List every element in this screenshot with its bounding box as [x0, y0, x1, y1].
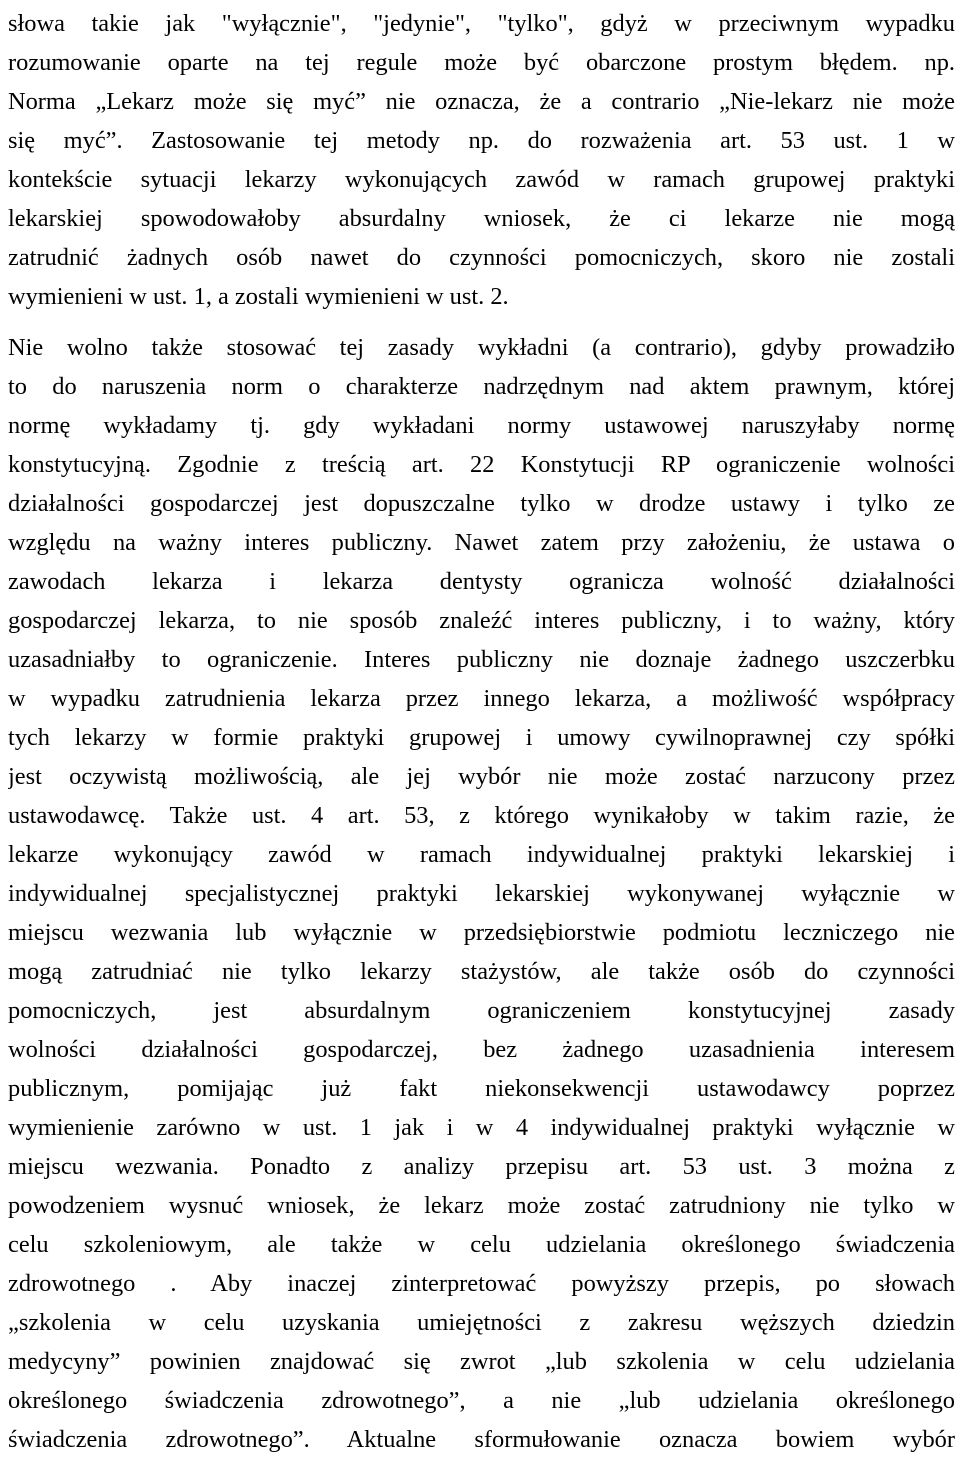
- text-line: mogą zatrudniać nie tylko lekarzy stażystów, ale także osób do czynności: [8, 958, 955, 985]
- text-line: publicznym, pomijając już fakt niekonsekwencji ustawodawcy poprzez: [8, 1075, 955, 1102]
- text-line: Nie wolno także stosować tej zasady wykładni (a contrario), gdyby prowadziło: [8, 334, 955, 361]
- paragraph-1: [8, 4, 955, 316]
- text-line: słowa takie jak "wyłącznie", "jedynie", "tylko", gdyż w przeciwnym wypadku: [8, 10, 955, 37]
- text-line: medycyny” powinien znajdować się zwrot „lub szkolenia w celu udzielania: [8, 1348, 955, 1375]
- text-line: miejscu wezwania lub wyłącznie w przedsiębiorstwie podmiotu leczniczego nie: [8, 919, 955, 946]
- text-line: „szkolenia w celu uzyskania umiejętności z zakresu węższych dziedzin: [8, 1309, 955, 1336]
- text-line: jest oczywistą możliwością, ale jej wybór nie może zostać narzucony przez: [8, 763, 955, 790]
- text-line: celu szkoleniowym, ale także w celu udzielania określonego świadczenia: [8, 1231, 955, 1258]
- text-line: działalności gospodarczej jest dopuszczalne tylko w drodze ustawy i tylko ze: [8, 490, 955, 517]
- text-line: wymienienie zarówno w ust. 1 jak i w 4 indywidualnej praktyki wyłącznie w: [8, 1114, 955, 1141]
- text-line: się myć”. Zastosowanie tej metody np. do rozważenia art. 53 ust. 1 w: [8, 127, 955, 154]
- text-line: Norma „Lekarz może się myć” nie oznacza, że a contrario „Nie-lekarz nie może: [8, 88, 955, 115]
- text-line: to do naruszenia norm o charakterze nadrzędnym nad aktem prawnym, której: [8, 373, 955, 400]
- text-line: wymienieni w ust. 1, a zostali wymienieni w ust. 2.: [8, 283, 509, 310]
- text-line: lekarskiej spowodowałoby absurdalny wniosek, że ci lekarze nie mogą: [8, 205, 955, 232]
- text-line: zatrudnić żadnych osób nawet do czynności pomocniczych, skoro nie zostali: [8, 244, 955, 271]
- text-line: zdrowotnego . Aby inaczej zinterpretować powyższy przepis, po słowach: [8, 1270, 955, 1297]
- text-line: rozumowanie oparte na tej regule może być obarczone prostym błędem. np.: [8, 49, 955, 76]
- text-line: zawodach lekarza i lekarza dentysty ogranicza wolność działalności: [8, 568, 955, 595]
- text-line: lekarze wykonujący zawód w ramach indywidualnej praktyki lekarskiej i: [8, 841, 955, 868]
- text-line: względu na ważny interes publiczny. Nawet zatem przy założeniu, że ustawa o: [8, 529, 955, 556]
- text-line: gospodarczej lekarza, to nie sposób znaleźć interes publiczny, i to ważny, który: [8, 607, 955, 634]
- text-line: miejscu wezwania. Ponadto z analizy przepisu art. 53 ust. 3 można z: [8, 1153, 955, 1180]
- text-line: normę wykładamy tj. gdy wykładani normy ustawowej naruszyłaby normę: [8, 412, 955, 439]
- text-line: powodzeniem wysnuć wniosek, że lekarz może zostać zatrudniony nie tylko w: [8, 1192, 955, 1219]
- text-line: ustawodawcę. Także ust. 4 art. 53, z którego wynikałoby w takim razie, że: [8, 802, 955, 829]
- text-line: świadczenia zdrowotnego”. Aktualne sformułowanie oznacza bowiem wybór: [8, 1426, 955, 1453]
- text-line: w wypadku zatrudnienia lekarza przez innego lekarza, a możliwość współpracy: [8, 685, 955, 712]
- paragraph-gap: [8, 316, 955, 328]
- text-line: kontekście sytuacji lekarzy wykonujących zawód w ramach grupowej praktyki: [8, 166, 955, 193]
- paragraph-2: [8, 328, 955, 1459]
- text-line: konstytucyjną. Zgodnie z treścią art. 22 Konstytucji RP ograniczenie wolności: [8, 451, 955, 478]
- text-line: pomocniczych, jest absurdalnym ograniczeniem konstytucyjnej zasady: [8, 997, 955, 1024]
- text-line: tych lekarzy w formie praktyki grupowej i umowy cywilnoprawnej czy spółki: [8, 724, 955, 751]
- text-line: wolności działalności gospodarczej, bez żadnego uzasadnienia interesem: [8, 1036, 955, 1063]
- text-line: określonego świadczenia zdrowotnego”, a nie „lub udzielania określonego: [8, 1387, 955, 1414]
- text-line: indywidualnej specjalistycznej praktyki lekarskiej wykonywanej wyłącznie w: [8, 880, 955, 907]
- text-line: uzasadniałby to ograniczenie. Interes publiczny nie doznaje żadnego uszczerbku: [8, 646, 955, 673]
